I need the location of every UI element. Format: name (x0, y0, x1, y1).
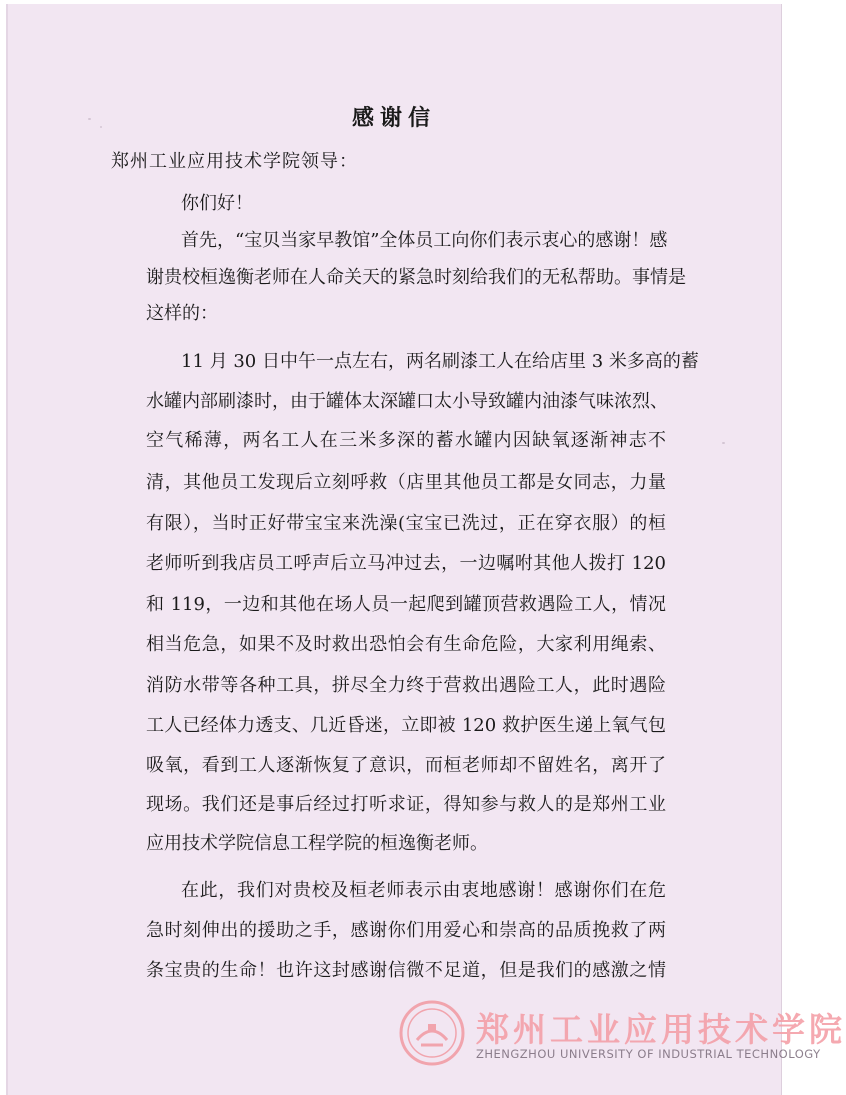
body-line: 相当危急，如果不及时救出恐怕会有生命危险，大家利用绳索、 (146, 634, 666, 655)
body-line: 首先，“宝贝当家早教馆”全体员工向你们表示衷心的感谢！感 (181, 230, 668, 251)
body-line: 条宝贵的生命！也许这封感谢信微不足道，但是我们的感激之情 (146, 960, 666, 981)
body-line: 空气稀薄，两名工人在三米多深的蓄水罐内因缺氧逐渐神志不 (146, 430, 666, 451)
body-line: 有限），当时正好带宝宝来洗澡(宝宝已洗过，正在穿衣服）的桓 (146, 513, 666, 534)
body-line: 这样的： (146, 303, 218, 324)
body-line: 吸氧，看到工人逐渐恢复了意识，而桓老师却不留姓名，离开了 (146, 755, 666, 776)
letter-paper (6, 4, 846, 1095)
body-line: 工人已经体力透支、几近昏迷，立即被 120 救护医生递上氧气包 (146, 715, 666, 736)
university-name-en: ZHENGZHOU UNIVERSITY OF INDUSTRIAL TECHNOLOGY (476, 1047, 821, 1061)
body-line: 和 119，一边和其他在场人员一起爬到罐顶营救遇险工人，情况 (146, 594, 666, 615)
body-line: 谢贵校桓逸衡老师在人命关天的紧急时刻给我们的无私帮助。事情是 (146, 267, 686, 288)
letter-salutation: 郑州工业应用技术学院领导： (111, 151, 358, 172)
letter-greeting: 你们好！ (181, 193, 253, 214)
body-line: 消防水带等各种工具，拼尽全力终于营救出遇险工人，此时遇险 (146, 675, 666, 696)
body-line: 应用技术学院信息工程学院的桓逸衡老师。 (146, 833, 488, 854)
body-line: 水罐内部刷漆时，由于罐体太深罐口太小导致罐内油漆气味浓烈、 (146, 391, 668, 412)
body-line: 老师听到我店员工呼声后立马冲过去，一边嘱咐其他人拨打 120 (146, 553, 666, 574)
body-line: 清，其他员工发现后立刻呼救（店里其他员工都是女同志，力量 (146, 472, 666, 493)
paper-speck (722, 442, 725, 444)
body-line: 急时刻伸出的援助之手，感谢你们用爱心和崇高的品质挽救了两 (146, 920, 666, 941)
body-line: 现场。我们还是事后经过打听求证，得知参与救人的是郑州工业 (146, 794, 666, 815)
letter-title: 感谢信 (351, 105, 436, 131)
university-name-cn: 郑州工业应用技术学院 (476, 1010, 846, 1049)
body-line: 在此，我们对贵校及桓老师表示由衷地感谢！感谢你们在危 (181, 880, 666, 901)
university-seal-icon (399, 1000, 465, 1066)
body-line: 11 月 30 日中午一点左右，两名刷漆工人在给店里 3 米多高的蓄 (181, 351, 699, 372)
